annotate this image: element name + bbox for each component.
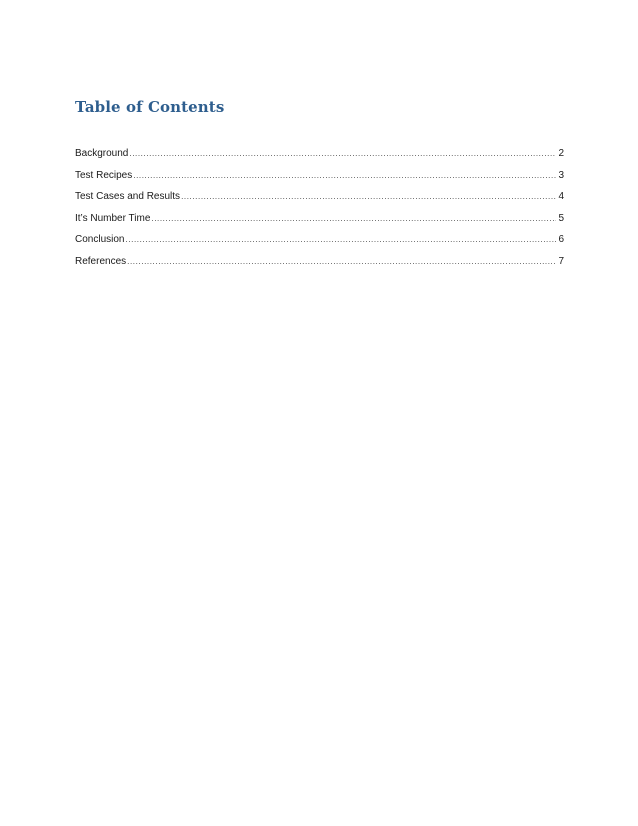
dot-leader (181, 190, 556, 204)
toc-entry-label: It’s Number Time (75, 212, 151, 224)
dot-leader (129, 147, 556, 161)
dot-leader (125, 233, 556, 247)
toc-entry-page-number: 3 (558, 169, 564, 181)
toc-entry-label: Conclusion (75, 234, 125, 246)
toc-heading: Table of Contents (75, 98, 225, 116)
toc-entry-page-number: 2 (558, 148, 564, 159)
toc-entry-page-number: 5 (558, 212, 564, 224)
toc-entry-conclusion[interactable] (75, 233, 564, 255)
toc-entry-test-cases-and-results[interactable] (75, 190, 564, 212)
toc-entry-label: References (75, 255, 127, 267)
toc-entry-page-number: 4 (558, 191, 564, 203)
table-of-contents (75, 145, 564, 277)
toc-entry-test-recipes[interactable] (75, 169, 564, 191)
toc-entry-page-number: 6 (558, 234, 564, 246)
toc-entry-label: Test Recipes (75, 169, 133, 181)
dot-leader (127, 255, 556, 269)
toc-entry-label: Test Cases and Results (75, 191, 181, 203)
toc-entry-label: Background (75, 148, 129, 159)
dot-leader (133, 169, 556, 183)
toc-entry-references[interactable] (75, 255, 564, 277)
dot-leader (151, 212, 556, 226)
toc-entry-its-number-time[interactable] (75, 212, 564, 234)
toc-entry-page-number: 7 (558, 255, 564, 267)
toc-entry-background[interactable] (75, 145, 564, 169)
